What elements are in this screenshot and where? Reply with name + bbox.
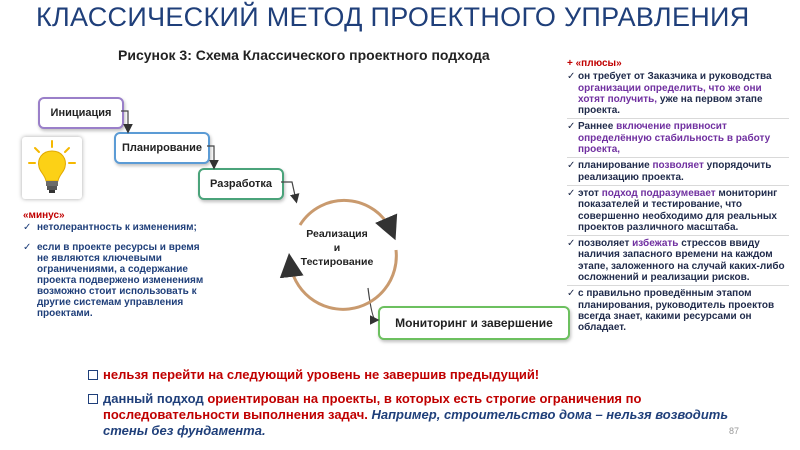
checkmark-icon: ✓	[23, 222, 32, 233]
plus-list	[567, 58, 789, 334]
checkmark-icon: ✓	[567, 288, 576, 300]
connector-arrow	[281, 182, 296, 200]
square-bullet-icon	[88, 394, 98, 404]
connector-arrow	[207, 146, 214, 166]
figure-caption: Рисунок 3: Схема Классического проектного подхода	[118, 47, 490, 63]
square-bullet-icon	[88, 370, 98, 380]
list-item: ✓ этот подход подразумевает мониторинг показателей и тестирование, что совершенно необходимо для реальных проектов различного масштаба.	[567, 187, 778, 233]
list-item: ✓ планирование позволяет упорядочить реализацию проекта.	[567, 160, 772, 183]
checkmark-icon: ✓	[567, 121, 576, 133]
list-item: ✓ позволяет избежать стрессов ввиду наличия запасного времени на каждом этапе, заложенного на случай каких-либо осложнений и реализации рисков.	[567, 238, 785, 284]
list-item: ✓ с правильно проведённым этапом планирования, руководитель проектов всегда знает, какими ресурсами он обладает.	[567, 288, 775, 334]
stage-implementation: Реализация и Тестирование	[300, 228, 374, 268]
slide-title: КЛАССИЧЕСКИЙ МЕТОД ПРОЕКТНОГО УПРАВЛЕНИЯ	[36, 2, 750, 32]
checkmark-icon: ✓	[567, 160, 576, 172]
page-number: 87	[729, 426, 740, 436]
stage-monitoring: Мониторинг и завершение	[378, 306, 570, 340]
checkmark-icon: ✓	[23, 242, 32, 253]
list-item: ✓ он требует от Заказчика и руководства организации определить, что же они хотят получить, уже на первом этапе проекта.	[567, 71, 772, 117]
list-item: ✓ нетолерантность к изменениям;	[23, 222, 197, 233]
stage-development: Разработка	[198, 168, 284, 200]
conclusion-point: нельзя перейти на следующий уровень не завершив предыдущий!	[88, 367, 748, 383]
list-item: ✓ если в проекте ресурсы и время не являются ключевыми ограничениями, а содержание проекта подвержено изменениям возможно стоит использовать к другие системам управления проектами.	[23, 242, 204, 319]
list-item: ✓ Раннее включение привносит определённую стабильность в работу проекта,	[567, 121, 771, 156]
minus-heading: «минус»	[23, 210, 65, 221]
connector-arrow	[121, 111, 128, 130]
conclusion-block	[88, 367, 748, 447]
plus-heading: + «плюсы»	[567, 58, 622, 69]
checkmark-icon: ✓	[567, 238, 576, 250]
stage-initiation: Инициация	[38, 97, 124, 129]
stage-planning: Планирование	[114, 132, 210, 164]
checkmark-icon: ✓	[567, 71, 576, 83]
conclusion-point: данный подход ориентирован на проекты, в которых есть строгие ограничения по последовательности выполнения задач. Например, строительство дома – нельзя возводить стены без фундамента.	[88, 391, 748, 439]
minus-list	[23, 210, 213, 319]
checkmark-icon: ✓	[567, 187, 576, 199]
